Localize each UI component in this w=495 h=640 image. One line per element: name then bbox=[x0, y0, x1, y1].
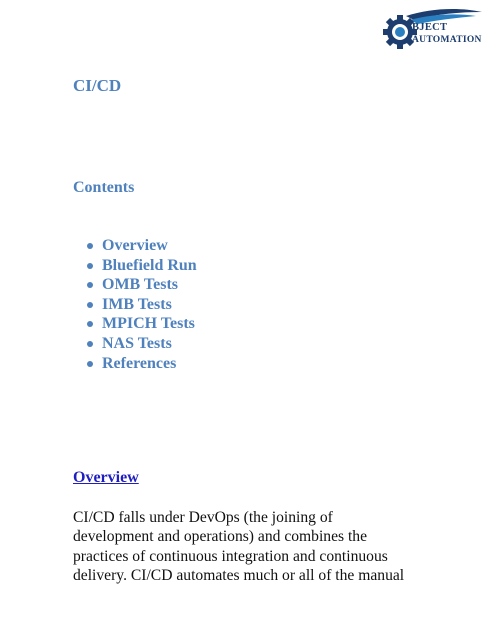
document-title: CI/CD bbox=[73, 76, 122, 95]
toc-item-label: NAS Tests bbox=[102, 334, 172, 352]
bullet-icon bbox=[87, 282, 93, 288]
bullet-icon bbox=[87, 361, 93, 367]
overview-paragraph bbox=[73, 508, 433, 585]
toc-item-mpich-tests[interactable] bbox=[84, 314, 197, 334]
paragraph-line: CI/CD falls under DevOps (the joining of bbox=[73, 509, 333, 526]
bullet-icon bbox=[87, 302, 93, 308]
paragraph-line: delivery. CI/CD automates much or all of the manual bbox=[73, 566, 405, 584]
toc-item-label: References bbox=[102, 354, 177, 372]
bullet-icon bbox=[87, 263, 93, 269]
toc-item-label: OMB Tests bbox=[102, 276, 179, 294]
bullet-icon bbox=[87, 243, 93, 249]
toc-item-label: MPICH Tests bbox=[102, 315, 195, 333]
toc-item-bluefield-run[interactable] bbox=[84, 256, 197, 276]
bullet-icon bbox=[87, 321, 93, 327]
paragraph-line: practices of continuous integration and continuous bbox=[73, 547, 388, 565]
toc-item-label: Overview bbox=[102, 237, 168, 254]
contents-heading: Contents bbox=[73, 179, 135, 196]
toc-item-omb-tests[interactable] bbox=[84, 275, 197, 295]
toc-item-imb-tests[interactable] bbox=[84, 295, 197, 315]
toc-item-references[interactable] bbox=[84, 354, 197, 374]
table-of-contents bbox=[84, 236, 197, 373]
toc-item-nas-tests[interactable] bbox=[84, 334, 197, 354]
overview-section-link[interactable]: Overview bbox=[73, 469, 139, 486]
paragraph-line: development and operations) and combines the bbox=[73, 528, 368, 546]
toc-item-label: Bluefield Run bbox=[102, 256, 197, 274]
logo-text-line2: AUTOMATION bbox=[412, 35, 482, 45]
logo-text-line1: BJECT bbox=[412, 22, 448, 33]
bullet-icon bbox=[87, 341, 93, 347]
toc-item-label: IMB Tests bbox=[102, 295, 172, 313]
company-logo bbox=[380, 8, 484, 54]
toc-item-overview[interactable] bbox=[84, 236, 197, 256]
